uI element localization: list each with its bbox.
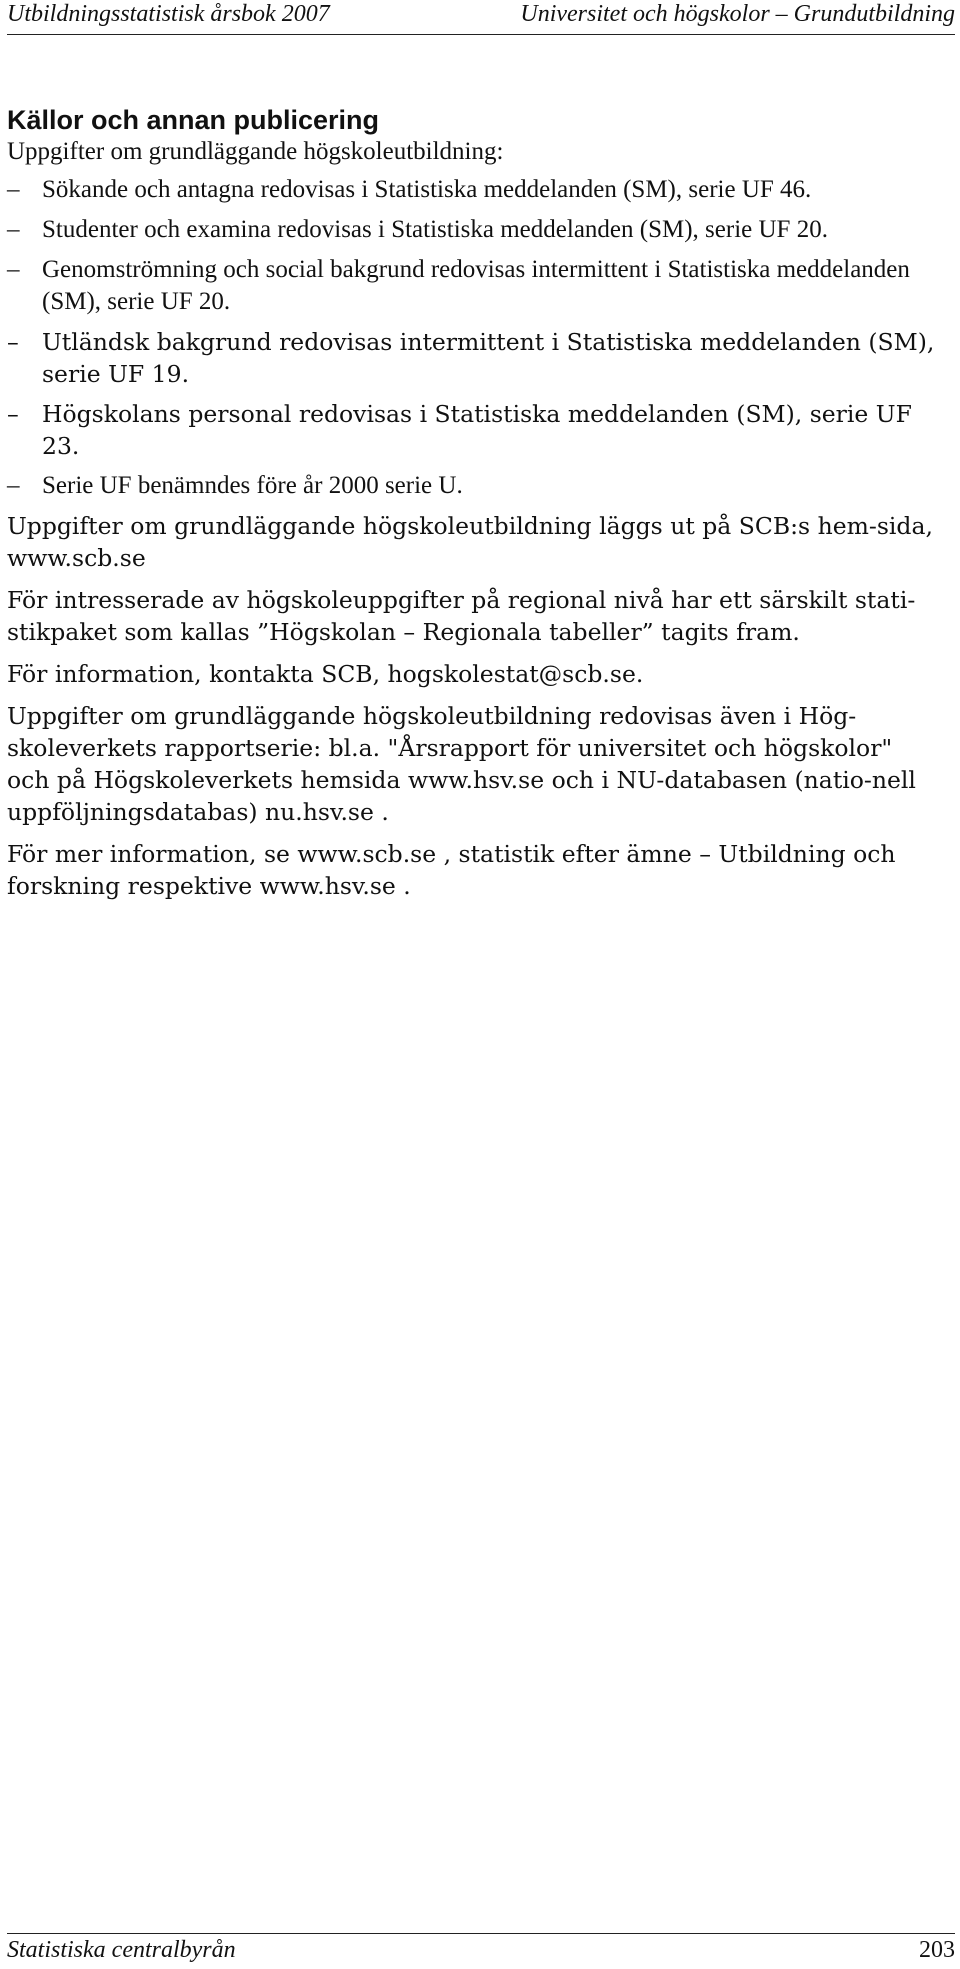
paragraph-scb-website: Uppgifter om grundläggande högskoleutbildning läggs ut på SCB:s hem-sida, www.scb.se bbox=[7, 512, 933, 572]
list-item-text: Utländsk bakgrund redovisas intermittent i Statistiska meddelanden (SM), serie UF 19. bbox=[42, 328, 935, 388]
running-header bbox=[7, 0, 955, 35]
paragraph-regional-tables: För intresserade av högskoleuppgifter på regional nivå har ett särskilt stati-stikpaket som kallas ”Högskolan – Regionala tabeller” tagits fram. bbox=[7, 586, 916, 646]
page-footer bbox=[7, 1933, 955, 1963]
list-item bbox=[7, 214, 942, 246]
dash-bullet-icon: – bbox=[7, 256, 20, 283]
header-publication-title: Utbildningsstatistisk årsbok 2007 bbox=[7, 1, 330, 27]
publication-list bbox=[7, 174, 942, 502]
page-number: 203 bbox=[919, 1937, 955, 1963]
list-item-text: Sökande och antagna redovisas i Statistiska meddelanden (SM), serie UF 46. bbox=[42, 176, 812, 203]
list-item-text: Genomströmning och social bakgrund redovisas intermittent i Statistiska meddelanden (SM), serie UF 20. bbox=[42, 256, 910, 315]
list-item-text: Högskolans personal redovisas i Statistiska meddelanden (SM), serie UF 23. bbox=[42, 400, 912, 460]
list-item-text: Studenter och examina redovisas i Statistiska meddelanden (SM), serie UF 20. bbox=[42, 216, 828, 243]
dash-bullet-icon: – bbox=[7, 176, 20, 203]
footer-organization: Statistiska centralbyrån bbox=[7, 1937, 236, 1963]
list-item bbox=[7, 398, 942, 462]
paragraph-hsv-reports: Uppgifter om grundläggande högskoleutbildning redovisas även i Hög-skoleverkets rapportserie: bl.a. "Årsrapport för universitet och högskolor" och på Högskoleverkets hemsida www.hsv.se och i NU-databasen (natio-nell uppföljningsdatabas) nu.hsv.se . bbox=[7, 702, 916, 826]
list-item bbox=[7, 470, 942, 502]
paragraph-more-information: För mer information, se www.scb.se , statistik efter ämne – Utbildning och forskning respektive www.hsv.se . bbox=[7, 840, 896, 900]
paragraph-contact: För information, kontakta SCB, hogskolestat@scb.se. bbox=[7, 660, 644, 688]
list-item bbox=[7, 254, 942, 318]
section-title: Källor och annan publicering bbox=[7, 105, 380, 135]
list-item bbox=[7, 174, 942, 206]
dash-bullet-icon: – bbox=[7, 472, 20, 499]
dash-bullet-icon: – bbox=[7, 216, 20, 243]
list-item-text: Serie UF benämndes före år 2000 serie U. bbox=[42, 472, 463, 499]
main-content bbox=[7, 104, 942, 912]
dash-bullet-icon: – bbox=[7, 328, 19, 356]
dash-bullet-icon: – bbox=[7, 400, 19, 428]
section-subtitle: Uppgifter om grundläggande högskoleutbildning: bbox=[7, 138, 504, 165]
list-item bbox=[7, 326, 942, 390]
header-chapter-title: Universitet och högskolor – Grundutbildning bbox=[520, 1, 955, 27]
